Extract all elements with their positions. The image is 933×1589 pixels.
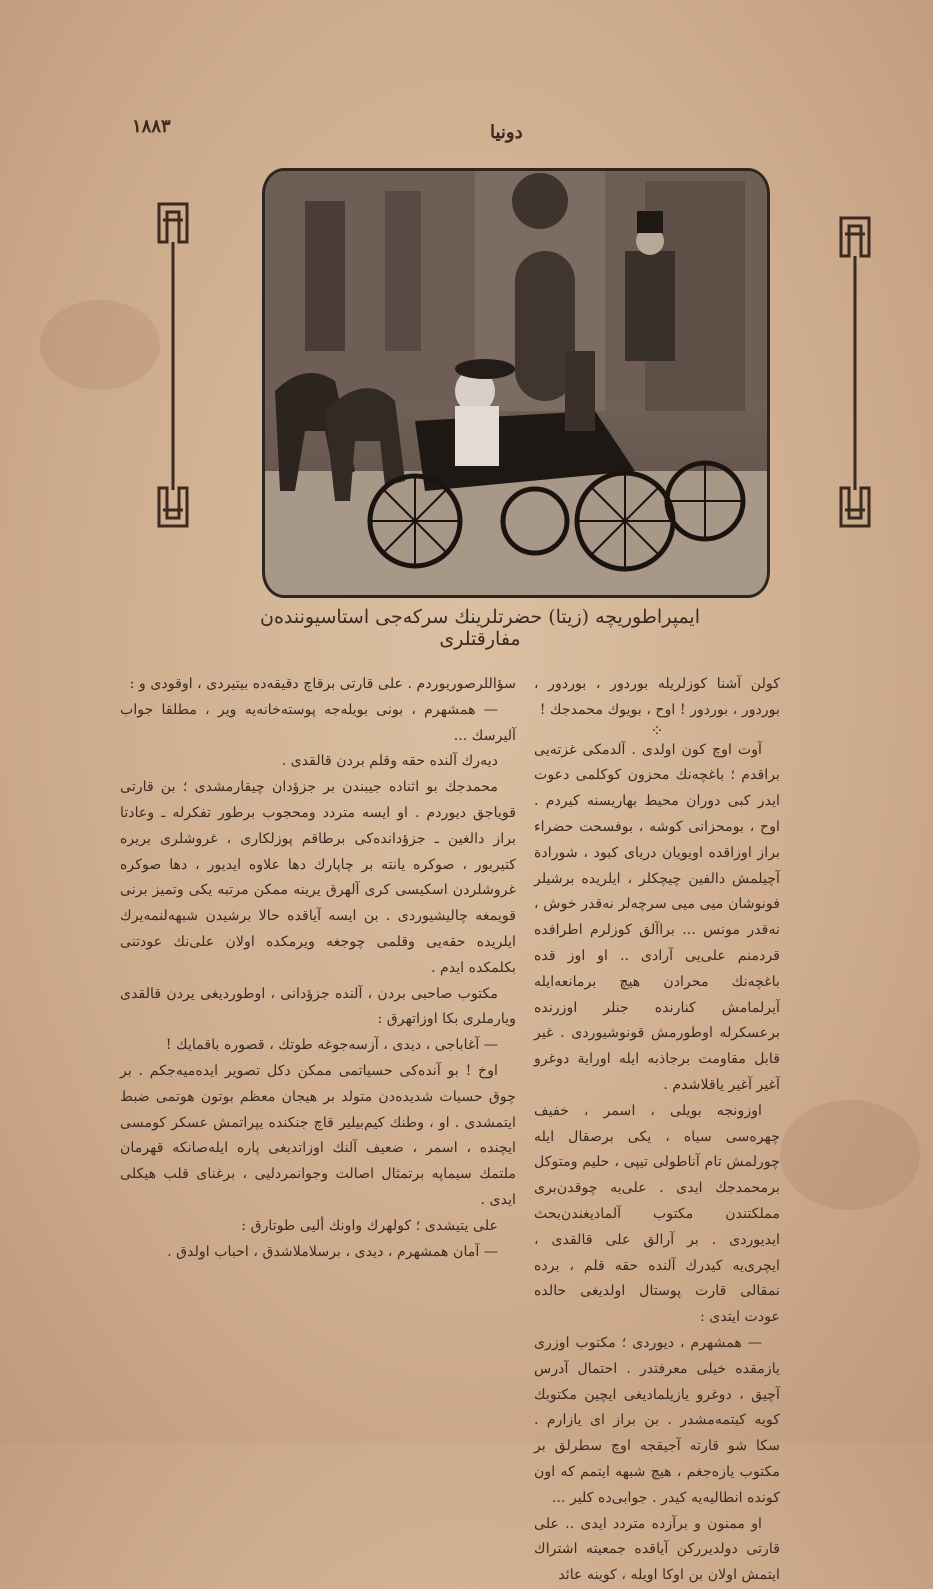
paragraph: ديه‌رك آلنده حقه وقلم بردن قالقدى .: [281, 753, 498, 770]
paragraph: او ممنون و برآزده متردد ايدى .. على قارتى دولديرركن آياقده جمعيته اشتراك ايتمش اولان بن اوكا اويله ، كوينه عائد: [534, 1515, 780, 1584]
paragraph: سؤاللرصوريوردم . على قارتى برقاچ دقيقه‌ده بيتيردى ، اوقودى و :: [129, 676, 516, 692]
paragraph: مكتوب صاحبى بردن ، آلنده جزؤدانى ، اوطورديغى يردن قالقدى ويارملرى بكا اوزاتهرق :: [120, 985, 516, 1028]
paragraph: آوت اوچ كون اولدى . آلدمكى غزته‌يى براقدم ؛ باغچه‌نك محزون كوكلمى دعوت ايدر كبى دوران محيط بهاريسنه كيردم . اوح ، بومحزانى كوشه ، بوفسحت حضراء براز اوزاقده اويويان دريای كبود ، شورادة آچيلمش دالفين چيچكلر ، ايلريده برشيلر فونوشان ميى ميى سرچه‌لر نه‌قدر خوش ، نه‌قدر مونس ... براآلق كوزلرم اطرافده قردمنم على‌يى آرادى .. او اوز قده باغچه‌نك محرادن هيچ برمانعه‌ايله آيرلمامش كنارنده جنلر اوزرنده برعسكرله اوطورمش قونوشيوردى . غير قابل مقاومت برجاذبه ايله اوراية دوغرو آغير آغير ياقلاشدم .: [534, 741, 780, 1093]
paragraph: — همشهرم ، ديوردى ؛ مكتوب اوزرى يازمقده خيلى معرفتدر . احتمال آدرس آچيق ، دوغرو يازيلمادیغى ايچين مكتوبك كويه كيتمه‌مشدر . بن براز اى يازارم . سكا شو قارته آجيقجه اوچ سطرلق بر مكتوب يازه‌جغم ، هيچ شبهه ايتمم كه اون كونده انطاليه‌يه كيدر . جوابى‌ده كلير ...: [534, 1334, 780, 1506]
left-column: [120, 672, 516, 1265]
paragraph: على يتيشدى ؛ كولهرك واونك أليى طوتارق :: [241, 1217, 498, 1234]
greek-key-ornament-icon: [156, 200, 190, 530]
paragraph: اوزونجه بويلى ، اسمر ، خفيف چهره‌سى سياه ، يكى برصقال ايله چورلمش تام آناطولى تيپى ، حليم ومتوكل برمحمدجك ايدى . على‌يه چوقدن‌برى مملكتندن مكتوب آلمادیغندن‌بحث ايديوردى . بر آرالق على قالقدى ، ايچرى‌يه كيدرك آلنده حقه قلم ، برده نمقالى قارت پوستال اولديغى حالده عودت ايتدى :: [534, 1102, 780, 1326]
paragraph: — آمان همشهرم ، ديدى ، برسلاملاشدق ، احباب اولدق .: [167, 1243, 498, 1260]
paragraph: كولن آشنا كوزلريله بوردور ، بوردور ، بوردور ، بوردور ! اوح ، بويوك محمدجك !: [534, 676, 780, 718]
figure-caption: ايمپراطوريچه (زيتا) حضرتلرينك سركه‌جى استاسيوننده‌ن مفارقتلرى: [260, 606, 700, 650]
paragraph: محمدجك بو اثناده جيبندن بر جزؤدان چيقارمشدى ؛ بن قارتى قوياجق ديوردم . او ايسه متردد ومحجوب برطور تفكرله ـ وعادتا براز دالغين ـ جزؤدانده‌كى برطاقم پوزلكارى ، غروشلرى بريره كتيريور ، صوكره يانته بر چاپارك دها علاوه ايديور ، دها صوكره غروشلردن اسكيسى كرى آلهرق يرينه ممكن مرتبه يكى وتميز برنى قويمغه چاليشيوردى . بن ايسه آياقده حالا برشيدن شبهه‌لنمه‌يرك ايلريده حقه‌يى وقلمى چوجغه ويرمكده اولان على‌نك عودتنى بكلمكده ايدم .: [120, 779, 516, 976]
paragraph: — همشهرم ، بونى بويله‌جه پوسته‌خانه‌يه وير ، مطلقا جواب آليرسك ...: [120, 701, 516, 744]
paragraph: — آغاباجى ، ديدى ، آزسه‌جوغه طوتك ، قصوره باقمايك !: [165, 1037, 498, 1054]
section-separator: ⁘: [650, 720, 664, 740]
carriage-photograph: [262, 168, 770, 598]
paragraph: اوخ ! بو آنده‌كى حسياتمى ممكن دكل تصوير ايده‌ميه‌جكم . بر چوق حسيات شديده‌دن متولد بر هيجان معظم بوتون هوتمى ضبط ايتمشدى . او ، وطنك كيم‌بيلير قاچ جنكنده يپراتمش عسكر كومسى ايچنده ، اسمر ، ضعيف آلنك اوزاتديغى پاره ايله‌صانكه قهرمان ملتمك سيماپه برتمثال اصالت وجوانمردلیى ، برغناى قلب هيكلى ايدى .: [120, 1062, 516, 1208]
running-title: دونيا: [490, 122, 523, 143]
paper-stain: [40, 300, 160, 390]
paper-stain: [780, 1100, 920, 1210]
right-column: [534, 672, 780, 1589]
carriage-illustration: [265, 171, 767, 595]
page-number: ١٨٨٣: [132, 116, 171, 137]
greek-key-ornament-icon: [838, 214, 872, 530]
